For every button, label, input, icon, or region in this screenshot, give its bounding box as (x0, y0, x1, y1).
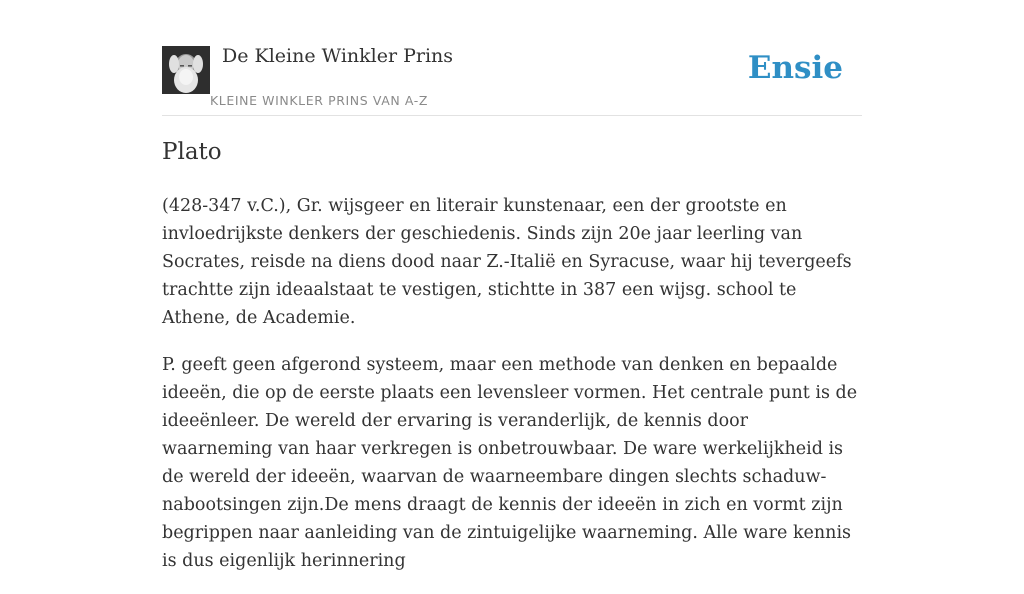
source-subtitle-link[interactable]: KLEINE WINKLER PRINS VAN A-Z (210, 93, 429, 108)
source-avatar[interactable] (162, 46, 210, 94)
article-body (162, 192, 864, 594)
article-paragraph: (428-347 v.C.), Gr. wijsgeer en literair kunstenaar, een der grootste en invloedrijkste denkers der geschiedenis. Sinds zijn 20e jaar leerling van Socrates, reisde na diens dood naar Z.-Italië en Syracuse, waar hij tevergeefs trachtte zijn ideaalstaat te vestigen, stichtte in 387 een wijsg. school te Athene, de Academie. (162, 196, 852, 328)
header-divider (162, 115, 862, 116)
ensie-logo-link[interactable]: Ensie (747, 50, 843, 86)
source-title-link[interactable]: De Kleine Winkler Prins (222, 45, 454, 67)
article-paragraph: P. geeft geen afgerond systeem, maar een methode van denken en bepaalde ideeën, die op de eerste plaats een levensleer vormen. Het centrale punt is de ideeënleer. De wereld der ervaring is veranderlijk, de kennis door waarneming van haar verkregen is onbetrouwbaar. De ware werkelijkheid is de wereld der ideeën, waarvan de waarneembare dingen slechts schaduw-nabootsingen zijn.De mens draagt de kennis der ideeën in zich en vormt zijn begrippen naar aanleiding van de zintuigelijke waarneming. Alle ware kennis is dus eigenlijk herinnering (162, 355, 858, 571)
bearded-man-portrait-icon (162, 46, 210, 94)
article-title: Plato (162, 139, 222, 165)
